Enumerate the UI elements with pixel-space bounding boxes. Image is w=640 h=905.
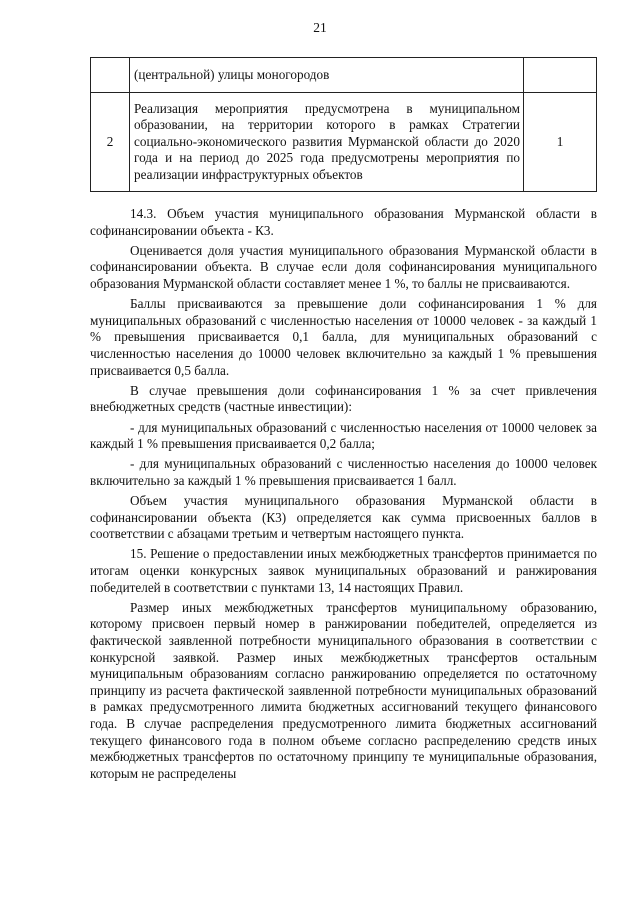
table-row <box>91 93 597 192</box>
score-cell: 1 <box>524 93 597 192</box>
paragraph: 15. Решение о предоставлении иных межбюджетных трансфертов принимается по итогам оценки конкурсных заявок муниципальных образований и ранжирования победителей в соответствии с пунктами 13, 14 настоящих Правил. <box>90 546 597 595</box>
row-number-cell: 2 <box>91 93 130 192</box>
criteria-table <box>90 57 597 192</box>
row-number-cell <box>91 58 130 93</box>
paragraph: Размер иных межбюджетных трансфертов муниципальному образованию, которому присвоен первый номер в ранжировании победителей, определяется из фактической заявленной потребности муниципального образования в соответствии с конкурсной заявкой. Размер иных межбюджетных трансфертов остальным муниципальным образованиям согласно ранжированию определяется по остаточному принципу из расчета фактической заявленной потребности муниципальных образований в рамках предусмотренного лимита бюджетных ассигнований текущего финансового года. В случае распределения предусмотренного лимита бюджетных ассигнований текущего финансового года в полном объеме согласно распределению средств иных межбюджетных трансфертов по остаточному принципу те муниципальные образования, которым не распределены <box>90 599 597 781</box>
paragraph: Оценивается доля участия муниципального образования Мурманской области в софинансировании объекта. В случае если доля софинансирования муниципального образования Мурманской области составляет менее 1 %, то баллы не присваиваются. <box>90 242 597 291</box>
score-cell <box>524 58 597 93</box>
paragraph: Баллы присваиваются за превышение доли софинансирования 1 % для муниципальных образований с численностью населения от 10000 человек - за каждый 1 % превышения присваивается 0,1 балла, для муниципальных образований с численностью населения до 10000 человек включительно за каждый 1 % превышения присваивается 0,5 балла. <box>90 296 597 378</box>
paragraph: - для муниципальных образований с численностью населения от 10000 человек за каждый 1 % превышения присваивается 0,2 балла; <box>90 419 597 452</box>
paragraph: - для муниципальных образований с численностью населения до 10000 человек включительно за каждый 1 % превышения присваивается 1 балл. <box>90 456 597 488</box>
criterion-text-cell: Реализация мероприятия предусмотрена в муниципальном образовании, на территории которого в рамках Стратегии социально-экономического развития Мурманской области до 2020 года и на период до 2025 года предусмотрены мероприятия по реализации инфраструктурных объектов <box>130 93 524 192</box>
paragraph: В случае превышения доли софинансирования 1 % за счет привлечения внебюджетных средств (частные инвестиции): <box>90 382 597 415</box>
table-row <box>91 58 597 93</box>
paragraph: Объем участия муниципального образования Мурманской области в софинансировании объекта (К3) определяется как сумма присвоенных баллов в соответствии с абзацами третьим и четвертым настоящего пункта. <box>90 493 597 542</box>
paragraph: 14.3. Объем участия муниципального образования Мурманской области в софинансировании объекта - К3. <box>90 206 597 238</box>
body-text <box>90 206 597 786</box>
criterion-text-cell: (центральной) улицы моногородов <box>130 58 524 93</box>
page-number: 21 <box>313 20 327 35</box>
